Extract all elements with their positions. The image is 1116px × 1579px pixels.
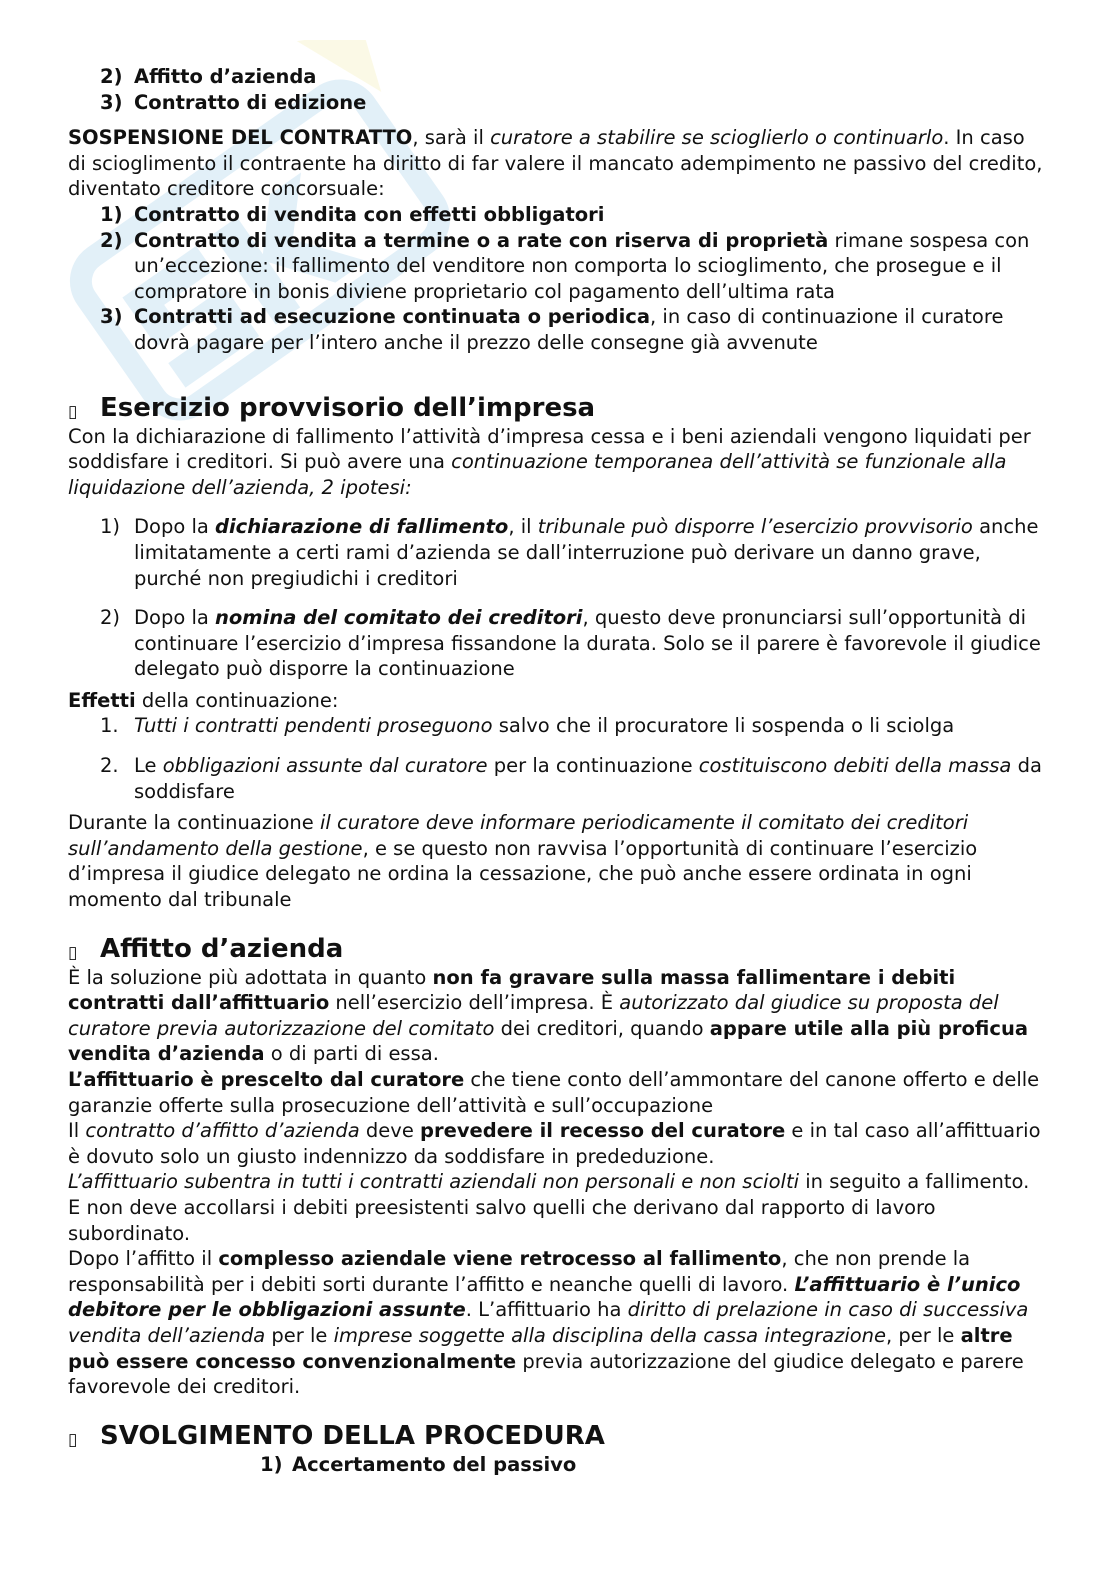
affitto-paragraph-2: L’affittuario è prescelto dal curatore che tiene conto dell’ammontare del canone offerto e delle garanzie offerte sulla prosecuzione dell’attività e sull’occupazione [68, 1068, 1040, 1117]
list-item: 2) Affitto d’azienda [100, 65, 317, 88]
effetti-list [68, 713, 1043, 804]
list-item: 3) Contratti ad esecuzione continuata o periodica, in caso di continuazione il curatore dovrà pagare per l’intero anche il prezzo delle consegne già avvenute [100, 305, 1004, 354]
svolgimento-subheading: 1) Accertamento del passivo [260, 1452, 577, 1476]
sospensione-paragraph: SOSPENSIONE DEL CONTRATTO, sarà il curatore a stabilire se scioglierlo o continuarlo. In caso di scioglimento il contraente ha diritto di far valere il mancato adempimento ne passivo del credito, diventato creditore concorsuale: [68, 126, 1043, 201]
section-heading-affitto: ▯ Affitto d’azienda [68, 933, 1043, 965]
document-page [68, 64, 1043, 1477]
affitto-paragraph-4: L’affittuario subentra in tutti i contratti aziendali non personali e non sciolti in seguito a fallimento. E non deve accollarsi i debiti preesistenti salvo quelli che derivano dal rapporto di lavoro subordinato. [68, 1170, 1030, 1245]
list-item: 3) Contratto di edizione [100, 90, 367, 114]
section-heading-esercizio: ▯ Esercizio provvisorio dell’impresa [68, 392, 1043, 424]
list-item: 2) Contratto di vendita a termine o a rate con riserva di proprietà rimane sospesa con un’eccezione: il fallimento del venditore non comporta lo scioglimento, che prosegue e il compratore in bonis diviene proprietario col pagamento dell’ultima rata [100, 228, 1030, 303]
bullet-icon: ▯ [68, 401, 78, 422]
durante-paragraph: Durante la continuazione il curatore deve informare periodicamente il comitato dei creditori sull’andamento della gestione, e se questo non ravvisa l’opportunità di continuare l’esercizio d’impresa il giudice delegato ne ordina la cessazione, che può anche essere ordinata in ogni momento dal tribunale [68, 811, 978, 912]
list-item: 2. Le obbligazioni assunte dal curatore per la continuazione costituiscono debiti della massa da soddisfare [100, 754, 1042, 803]
list-item: 1) Contratto di vendita con effetti obbligatori [100, 202, 605, 226]
affitto-paragraph-5: Dopo l’affitto il complesso aziendale viene retrocesso al fallimento, che non prende la responsabilità per i debiti sorti durante l’affitto e neanche quelli di lavoro. L’affittuario è l’unico debitore per le obbligazioni assunte. L’affittuario ha diritto di prelazione in caso di successiva vendita dell’azienda per le imprese soggette alla disciplina della cassa integrazione, per le altre può essere concesso convenzionalmente previa autorizzazione del giudice delegato e parere favorevole dei creditori. [68, 1247, 1029, 1399]
effetti-label: Effetti della continuazione: [68, 688, 339, 712]
list-item: 1. Tutti i contratti pendenti proseguono salvo che il procuratore li sospenda o li sciolga [100, 714, 955, 738]
esercizio-intro: Con la dichiarazione di fallimento l’attività d’impresa cessa e i beni aziendali vengono liquidati per soddisfare i creditori. Si può avere una continuazione temporanea dell’attività se funzionale alla liquidazione dell’azienda, 2 ipotesi: [68, 424, 1031, 499]
esercizio-list [68, 514, 1043, 682]
section-heading-svolgimento: ▯ SVOLGIMENTO DELLA PROCEDURA [68, 1420, 1043, 1452]
bullet-icon: ▯ [68, 1429, 78, 1450]
list-item: 2) Dopo la nomina del comitato dei creditori, questo deve pronunciarsi sull’opportunità di continuare l’esercizio d’impresa fissandone la durata. Solo se il parere è favorevole il giudice delegato può disporre la continuazione [100, 606, 1041, 681]
affitto-paragraph-3: Il contratto d’affitto d’azienda deve prevedere il recesso del curatore e in tal caso all’affittuario è dovuto solo un giusto indennizzo da soddisfare in prededuzione. [68, 1119, 1041, 1168]
bullet-icon: ▯ [68, 942, 78, 963]
top-list [68, 64, 1043, 115]
sospensione-list [68, 202, 1043, 356]
affitto-paragraph-1: È la soluzione più adottata in quanto non fa gravare sulla massa fallimentare i debiti contratti dall’affittuario nell’esercizio dell’impresa. È autorizzato dal giudice su proposta del curatore previa autorizzazione del comitato dei creditori, quando appare utile alla più proficua vendita d’azienda o di parti di essa. [68, 965, 1028, 1066]
list-item: 1) Dopo la dichiarazione di fallimento, il tribunale può disporre l’esercizio provvisorio anche limitatamente a certi rami d’azienda se dall’interruzione può derivare un danno grave, purché non pregiudichi i creditori [100, 515, 1039, 590]
